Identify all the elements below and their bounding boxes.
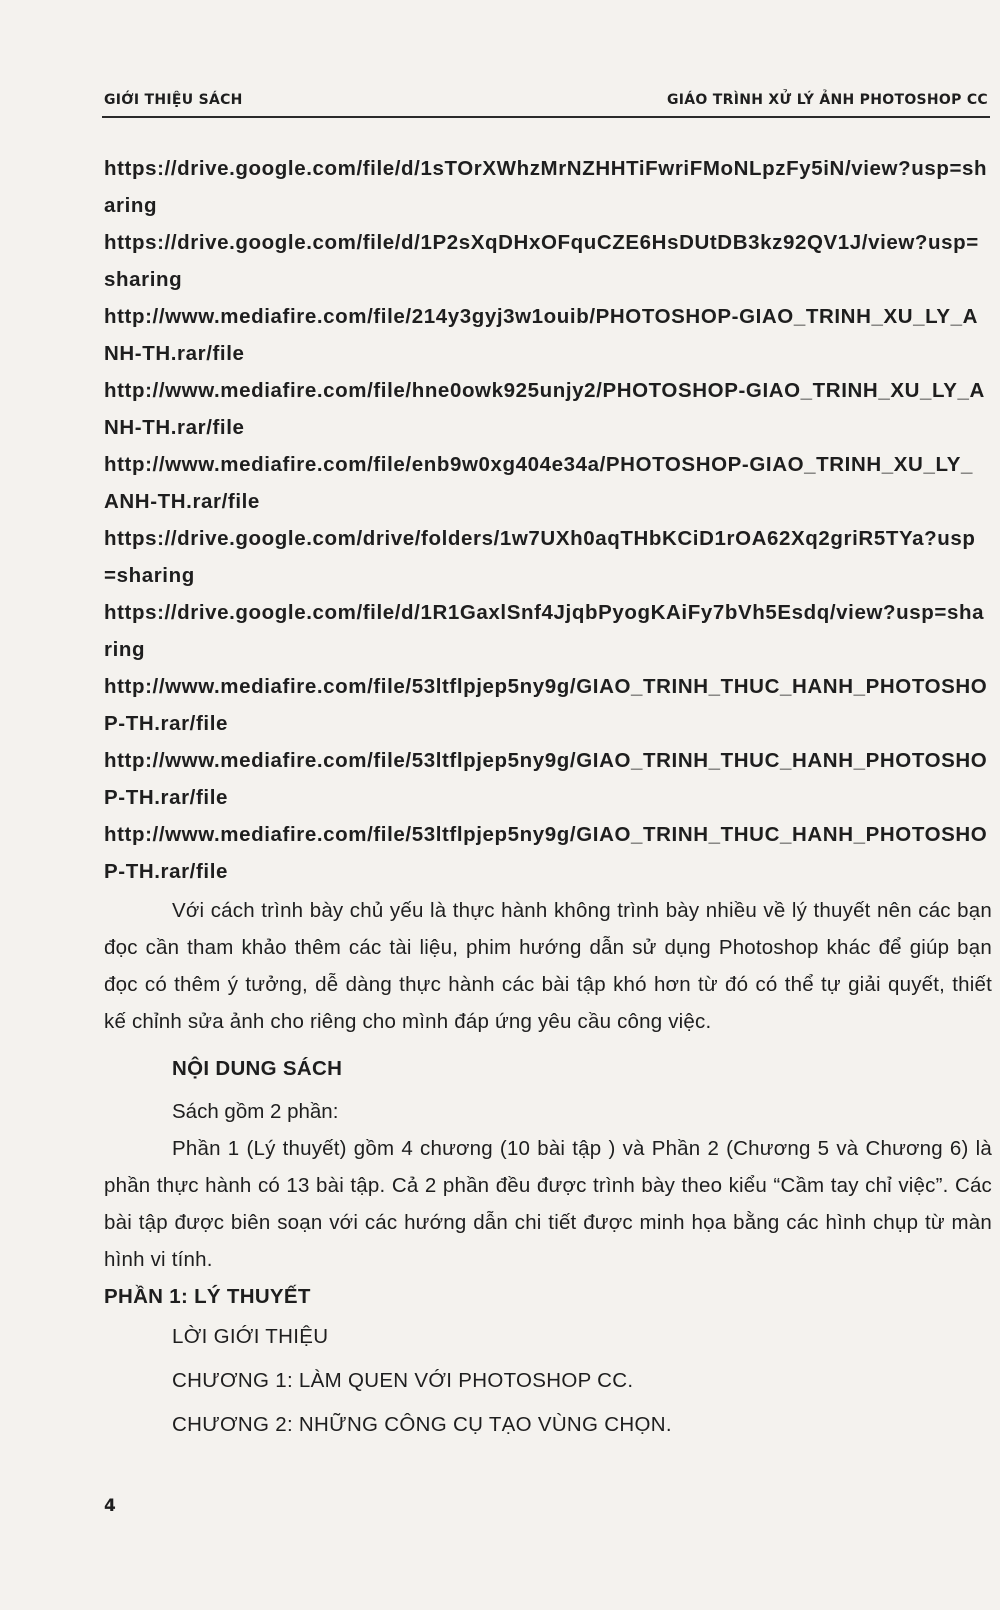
download-link[interactable]: http://www.mediafire.com/file/hne0owk925unjy2/PHOTOSHOP-GIAO_TRINH_XU_LY_ANH-TH.rar/file [104,379,985,439]
intro-paragraph: Với cách trình bày chủ yếu là thực hành không trình bày nhiều về lý thuyết nên các bạn đọc cần tham khảo thêm các tài liệu, phim hướng dẫn sử dụng Photoshop khác để giúp bạn đọc có thêm ý tưởng, dễ dàng thực hành các bài tập khó hơn từ đó có thể tự giải quyết, thiết kế chỉnh sửa ảnh cho riêng cho mình đáp ứng yêu cầu công việc. [104,899,992,1033]
header-rule [102,116,990,118]
contents-paragraph: Phần 1 (Lý thuyết) gồm 4 chương (10 bài tập ) và Phần 2 (Chương 5 và Chương 6) là phần thực hành có 13 bài tập. Cả 2 phần đều được trình bày theo kiểu “Cầm tay chỉ việc”. Các bài tập được biên soạn với các hướng dẫn chi tiết được minh họa bằng các hình chụp từ màn hình vi tính. [104,1137,992,1271]
header-section-title: GIỚI THIỆU SÁCH [104,92,243,108]
download-link[interactable]: http://www.mediafire.com/file/53ltflpjep5ny9g/GIAO_TRINH_THUC_HANH_PHOTOSHOP-TH.rar/file [104,675,988,735]
download-link[interactable]: http://www.mediafire.com/file/enb9w0xg404e34a/PHOTOSHOP-GIAO_TRINH_XU_LY_ANH-TH.rar/file [104,453,973,513]
download-link[interactable]: http://www.mediafire.com/file/53ltflpjep5ny9g/GIAO_TRINH_THUC_HANH_PHOTOSHOP-TH.rar/file [104,749,988,809]
download-link[interactable]: https://drive.google.com/file/d/1P2sXqDHxOFquCZE6HsDUtDB3kz92QV1J/view?usp=sharing [104,231,979,291]
download-link[interactable]: http://www.mediafire.com/file/214y3gyj3w1ouib/PHOTOSHOP-GIAO_TRINH_XU_LY_ANH-TH.rar/file [104,305,979,365]
part-1-heading: PHẦN 1: LÝ THUYẾT [104,1285,311,1308]
chapter-item: CHƯƠNG 1: LÀM QUEN VỚI PHOTOSHOP CC. [172,1369,634,1392]
contents-intro: Sách gồm 2 phần: [172,1100,339,1123]
page-number: 4 [104,1496,116,1516]
chapter-item: CHƯƠNG 2: NHỮNG CÔNG CỤ TẠO VÙNG CHỌN. [172,1413,672,1436]
download-links [104,150,988,890]
body-text [104,892,992,1447]
download-link[interactable]: http://www.mediafire.com/file/53ltflpjep5ny9g/GIAO_TRINH_THUC_HANH_PHOTOSHOP-TH.rar/file [104,823,988,883]
running-header [104,88,988,112]
section-heading-contents: NỘI DUNG SÁCH [172,1057,343,1080]
download-link[interactable]: https://drive.google.com/file/d/1sTOrXWhzMrNZHHTiFwriFMoNLpzFy5iN/view?usp=sharing [104,157,988,217]
header-book-title: GIÁO TRÌNH XỬ LÝ ẢNH PHOTOSHOP CC [666,92,988,108]
download-link[interactable]: https://drive.google.com/file/d/1R1GaxlSnf4JjqbPyogKAiFy7bVh5Esdq/view?usp=sharing [104,601,985,661]
download-link[interactable]: https://drive.google.com/drive/folders/1w7UXh0aqTHbKCiD1rOA62Xq2griR5TYa?usp=sharing [104,527,976,587]
chapter-item: LỜI GIỚI THIỆU [172,1325,329,1348]
